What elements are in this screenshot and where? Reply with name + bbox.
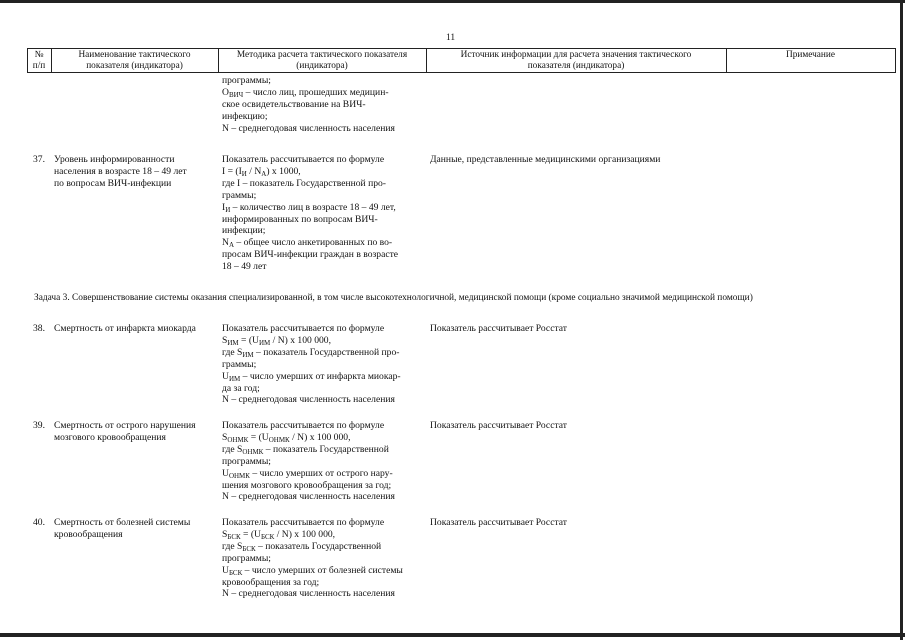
- continuation-method: программы; $О_{ВИЧ}$ – число лиц, прошедших медицин- ское освидетельствование на ВИЧ- инфекцию; N – среднегодовая численность населения: [222, 75, 420, 135]
- header-note: Примечание: [786, 50, 835, 60]
- formula-line: где $S_{БСК}$ – показатель Государственной: [222, 540, 382, 553]
- method-text: Показатель рассчитывается по формуле $I = (I_И / N_А)$ x 1000, где I – показатель Государственной про- граммы; $I_И$ – количество лиц в возрасте 18 – 49 лет, информированных по вопросам ВИЧ- инфекции; $N_А$ – общее число анкетированных по во- просам ВИЧ-инфекции граждан в возрасте 18 – 49 лет: [222, 154, 420, 273]
- formula: $S_{БСК} = (U_{БСК} / N)$ x 100 000,: [222, 528, 336, 541]
- formula-line: где $S_{ИМ}$ – показатель Государственной про-: [222, 346, 400, 359]
- formula: $S_{ИМ} = (U_{ИМ} / N)$ x 100 000,: [222, 334, 332, 347]
- col-divider: [895, 48, 896, 73]
- formula-line: $N_А$ – общее число анкетированных по во-: [222, 237, 393, 250]
- row-number: 40.: [33, 517, 45, 528]
- page-border-top: [0, 0, 905, 3]
- method-text: Показатель рассчитывается по формуле $S_{ОНМК} = (U_{ОНМК} / N)$ x 100 000, где $S_{ОНМК}$ – показатель Государственной программы; $U_{ОНМК}$ – число умерших от острого нару- шения мозгового кровообращения за год; N – среднегодовая численность населения: [222, 420, 420, 503]
- method-text: Показатель рассчитывается по формуле $S_{БСК} = (U_{БСК} / N)$ x 100 000, где $S_{БСК}$ – показатель Государственной программы; $U_{БСК}$ – число умерших от болезней системы кровообращения за год; N – среднегодовая численность населения: [222, 517, 420, 600]
- method-text: Показатель рассчитывается по формуле $S_{ИМ} = (U_{ИМ} / N)$ x 100 000, где $S_{ИМ}$ – показатель Государственной про- граммы; $U_{ИМ}$ – число умерших от инфаркта миокар- да за год; N – среднегодовая численность населения: [222, 323, 420, 406]
- formula-line: $I_И$ – количество лиц в возрасте 18 – 49 лет,: [222, 201, 396, 214]
- task-heading: Задача 3. Совершенствование системы оказания специализированной, в том числе высокотехнологичной, медицинской помощи (кроме социально значимой медицинской помощи): [34, 293, 753, 303]
- header-rule-bottom: [27, 72, 896, 73]
- formula-line: $U_{ИМ}$ – число умерших от инфаркта миокар-: [222, 370, 401, 383]
- indicator-name: Смертность от инфаркта миокарда: [54, 323, 196, 334]
- indicator-name: Смертность от острого нарушения мозгового кровообращения: [54, 420, 196, 443]
- indicator-name: Уровень информированности населения в возрасте 18 – 49 лет по вопросам ВИЧ-инфекции: [54, 154, 187, 189]
- formula: $I = (I_И / N_А)$ x 1000,: [222, 165, 301, 178]
- info-source: Показатель рассчитывает Росстат: [430, 517, 567, 528]
- formula-line: $О_{ВИЧ}$ – число лиц, прошедших медицин-: [222, 86, 389, 99]
- header-name: Наименование тактического показателя (индикатора): [78, 50, 191, 71]
- header-method: Методика расчета тактического показателя (индикатора): [236, 50, 408, 71]
- page-border-right: [900, 0, 903, 640]
- row-number: 37.: [33, 154, 45, 165]
- header-num: № п/п: [32, 50, 46, 71]
- row-number: 38.: [33, 323, 45, 334]
- header-rule-top: [27, 48, 896, 49]
- page-number: 11: [446, 33, 456, 43]
- indicator-name: Смертность от болезней системы кровообращения: [54, 517, 191, 540]
- formula-line: $U_{БСК}$ – число умерших от болезней системы: [222, 564, 403, 577]
- page-border-bottom: [0, 633, 905, 637]
- info-source: Показатель рассчитывает Росстат: [430, 420, 567, 431]
- formula: $S_{ОНМК} = (U_{ОНМК} / N)$ x 100 000,: [222, 431, 351, 444]
- info-source: Данные, представленные медицинскими организациями: [430, 154, 661, 165]
- formula-line: где $S_{ОНМК}$ – показатель Государственной: [222, 443, 389, 456]
- formula-line: $U_{ОНМК}$ – число умерших от острого нару-: [222, 467, 393, 480]
- header-source: Источник информации для расчета значения тактического показателя (индикатора): [460, 50, 692, 71]
- info-source: Показатель рассчитывает Росстат: [430, 323, 567, 334]
- row-number: 39.: [33, 420, 45, 431]
